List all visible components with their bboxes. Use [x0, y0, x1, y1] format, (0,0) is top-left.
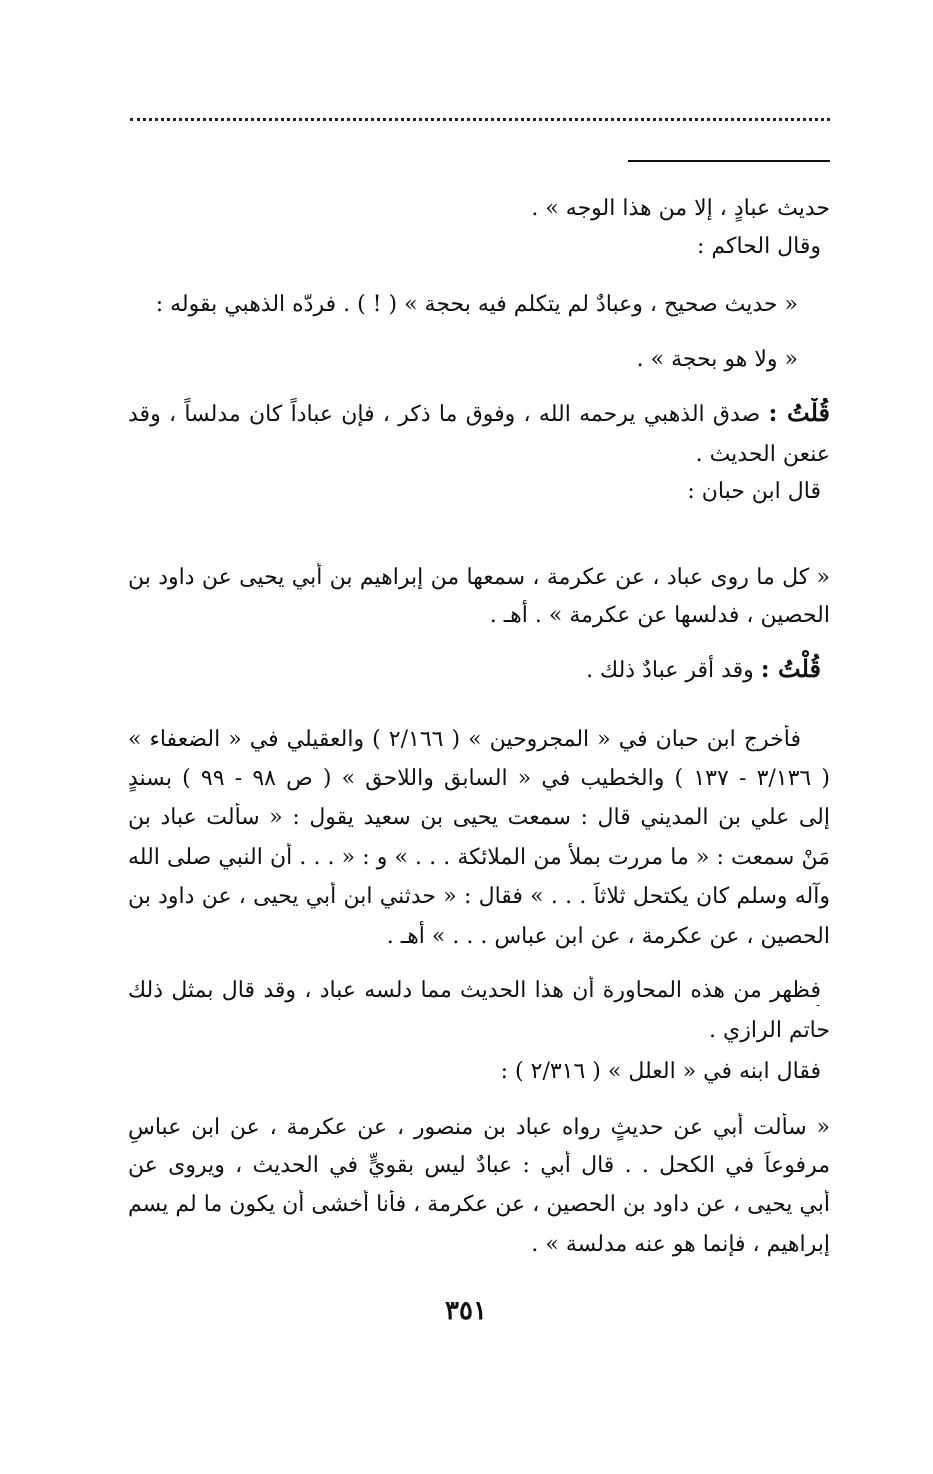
text-line-with-qultu	[128, 398, 830, 428]
quote-line: مرفوعاً في الكحل . . قال أبي : عبادٌ ليس بقويٍّ في الحديث ، ويروى عن	[128, 1153, 830, 1178]
text-line: مَنْ سمعت : « ما مررت بملأ من الملائكة . . . » و : « . . . أن النبي صلى الله	[128, 845, 830, 870]
qultu-label: قُلْتُ :	[760, 654, 821, 683]
text-line: إلى علي بن المديني قال : سمعت يحيى بن سعيد يقول : « سألت عباد بن	[128, 805, 830, 830]
text-line: ( ٣/١٣٦ - ١٣٧ ) والخطيب في « السابق واللاحق » ( ص ٩٨ - ٩٩ ) بسندٍ	[128, 766, 830, 791]
text-line: الحصين ، عن عكرمة ، عن ابن عباس . . . » أهـ .	[386, 924, 830, 949]
text-line: حاتم الرازي .	[709, 1018, 830, 1043]
page-number: ٣٥١	[445, 1296, 487, 1326]
text-line-with-qultu	[586, 654, 821, 684]
dotted-separator	[130, 118, 830, 131]
text-line: فظهر من هذه المحاورة أن هذا الحديث مما دلسه عباد ، وقد قال بمثل ذلك	[128, 978, 821, 1003]
quote-line: « كل ما روى عباد ، عن عكرمة ، سمعها من إبراهيم بن أبي يحيى عن داود بن	[128, 565, 830, 590]
quote-line: الحصين ، فدلسها عن عكرمة » . أهـ .	[489, 603, 830, 628]
text-line: وقال الحاكم :	[696, 234, 821, 259]
qultu-label: قُلْتُ :	[768, 398, 830, 427]
text-line: فأخرج ابن حبان في « المجروحين » ( ٢/١٦٦ ) والعقيلي في « الضعفاء »	[128, 727, 801, 752]
quote-line: أبي يحيى ، عن داود بن الحصين ، عن عكرمة ، فأنا أخشى أن يكون ما لم يسم	[128, 1192, 830, 1217]
text-span: صدق الذهبي يرحمه الله ، وفوق ما ذكر ، فإن عباداً كان مدلساً ، وقد	[128, 402, 761, 427]
quote-line: « حديث صحيح ، وعبادٌ لم يتكلم فيه بحجة » ( ! ) . فردّه الذهبي بقوله :	[155, 292, 798, 317]
text-line: فقال ابنه في « العلل » ( ٢/٣١٦ ) :	[500, 1059, 821, 1084]
text-line: قال ابن حبان :	[687, 479, 821, 504]
text-line: وآله وسلم كان يكتحل ثلاثاً . . . » فقال : « حدثني ابن أبي يحيى ، عن داود بن	[128, 884, 830, 909]
text-line: حديث عبادٍ ، إلا من هذا الوجه » .	[531, 196, 830, 221]
text-span: وقد أقر عبادٌ ذلك .	[586, 658, 754, 683]
quote-line: « سألت أبي عن حديثٍ رواه عباد بن منصور ، عن عكرمة ، عن ابن عباسٍ	[128, 1115, 830, 1140]
quote-line: « ولا هو بحجة » .	[636, 347, 798, 372]
footnote-rule	[628, 160, 830, 162]
text-line: عنعن الحديث .	[695, 442, 830, 467]
quote-line: إبراهيم ، فإنما هو عنه مدلسة » .	[531, 1232, 830, 1257]
